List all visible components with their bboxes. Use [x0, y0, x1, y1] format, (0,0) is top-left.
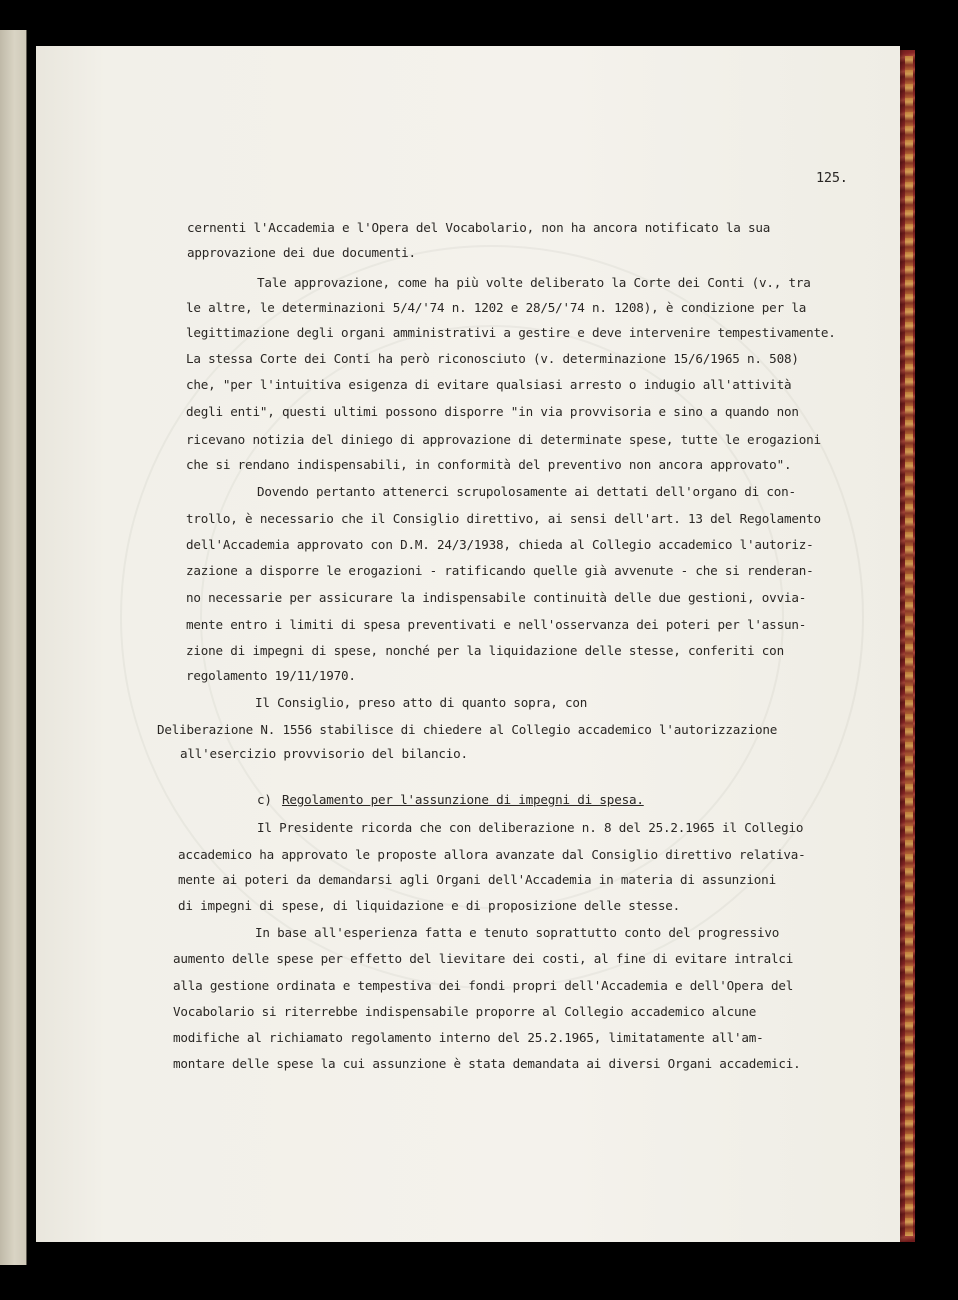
text-line: all'esercizio provvisorio del bilancio.: [180, 746, 468, 761]
text-line: accademico ha approvato le proposte allora avanzate dal Consiglio direttivo relativa-: [178, 847, 806, 862]
text-line: Vocabolario si riterrebbe indispensabile proporre al Collegio accademico alcune: [173, 1004, 757, 1019]
text-line: regolamento 19/11/1970.: [186, 668, 356, 683]
text-line: La stessa Corte dei Conti ha però riconosciuto (v. determinazione 15/6/1965 n. 508): [186, 351, 799, 366]
text-line: mente ai poteri da demandarsi agli Organi dell'Accademia in materia di assunzioni: [178, 872, 776, 887]
text-line: che, "per l'intuitiva esigenza di evitare qualsiasi arresto o indugio all'attività: [186, 377, 792, 392]
text-line: Deliberazione N. 1556 stabilisce di chiedere al Collegio accademico l'autorizzazione: [157, 722, 778, 737]
text-line: aumento delle spese per effetto del lievitare dei costi, al fine di evitare intralci: [173, 951, 794, 966]
text-line: le altre, le determinazioni 5/4/'74 n. 1202 e 28/5/'74 n. 1208), è condizione per la: [186, 300, 807, 315]
text-line: cernenti l'Accademia e l'Opera del Vocabolario, non ha ancora notificato la sua: [187, 220, 771, 235]
text-line: mente entro i limiti di spesa preventivati e nell'osservanza dei poteri per l'assun-: [186, 617, 807, 632]
text-line: ricevano notizia del diniego di approvazione di determinate spese, tutte le erogazioni: [186, 432, 821, 447]
text-line: Il Consiglio, preso atto di quanto sopra, con: [255, 695, 588, 710]
text-line: modifiche al richiamato regolamento interno del 25.2.1965, limitatamente all'am-: [173, 1030, 764, 1045]
text-line: approvazione dei due documenti.: [187, 245, 416, 260]
text-line: In base all'esperienza fatta e tenuto soprattutto conto del progressivo: [255, 925, 780, 940]
text-line: degli enti", questi ultimi possono disporre "in via provvisoria e sino a quando non: [186, 404, 799, 419]
gutter-shadow: [26, 30, 36, 1265]
text-line: montare delle spese la cui assunzione è stata demandata ai diversi Organi accademici.: [173, 1056, 801, 1071]
marbled-edge: [905, 56, 913, 1236]
text-line: che si rendano indispensabili, in conformità del preventivo non ancora approvato".: [186, 457, 792, 472]
text-line: Dovendo pertanto attenerci scrupolosamente ai dettati dell'organo di con-: [257, 484, 796, 499]
text-line: trollo, è necessario che il Consiglio direttivo, ai sensi dell'art. 13 del Regolamento: [186, 511, 821, 526]
text-line: di impegni di spese, di liquidazione e di proposizione delle stesse.: [178, 898, 680, 913]
text-line: zazione a disporre le erogazioni - ratificando quelle già avvenute - che si renderan-: [186, 563, 814, 578]
text-line: no necessarie per assicurare la indispensabile continuità delle due gestioni, ovvia-: [186, 590, 807, 605]
text-line: Il Presidente ricorda che con deliberazione n. 8 del 25.2.1965 il Collegio: [257, 820, 804, 835]
section-heading: Regolamento per l'assunzione di impegni di spesa.: [282, 792, 644, 807]
text-line: legittimazione degli organi amministrativi a gestire e deve intervenire tempestivamente.: [186, 325, 836, 340]
page-number: 125.: [816, 170, 848, 186]
text-line: dell'Accademia approvato con D.M. 24/3/1938, chieda al Collegio accademico l'autoriz-: [186, 537, 814, 552]
text-line: Tale approvazione, come ha più volte deliberato la Corte dei Conti (v., tra: [257, 275, 811, 290]
text-line: zione di impegni di spese, nonché per la liquidazione delle stesse, conferiti con: [186, 643, 784, 658]
text-line: alla gestione ordinata e tempestiva dei fondi propri dell'Accademia e dell'Opera del: [173, 978, 794, 993]
section-marker: c): [257, 792, 272, 807]
facing-page-edge: [0, 30, 27, 1265]
